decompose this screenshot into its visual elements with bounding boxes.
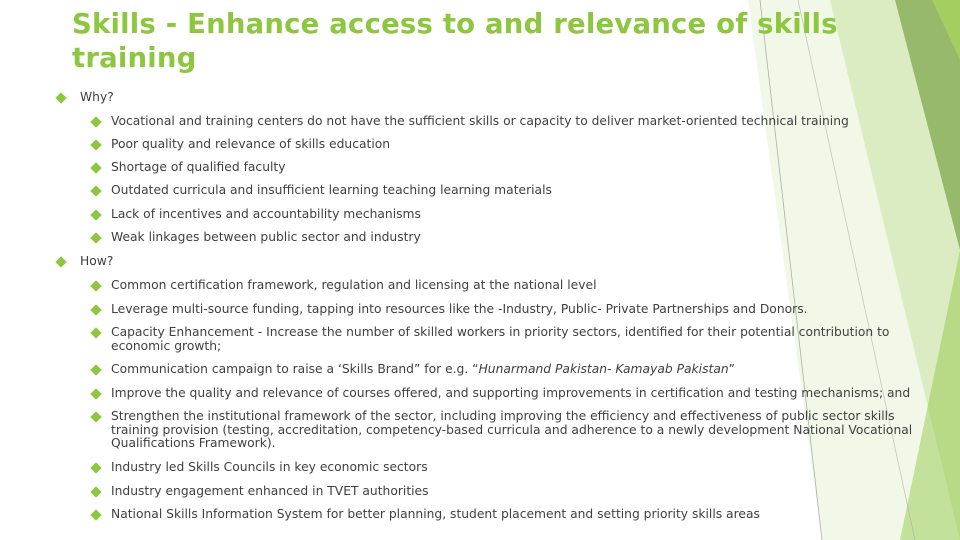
why-heading: Why? (80, 90, 114, 104)
how-item: Capacity Enhancement - Increase the number of skilled workers in priority sectors, identified for their potential contribution to economic growth; (111, 325, 890, 353)
campaign-text-end: ” (728, 362, 736, 376)
campaign-text: Communication campaign to raise a ‘Skills Brand” for e.g. “ (111, 362, 479, 376)
why-item: Outdated curricula and insufficient learning teaching learning materials (111, 183, 552, 197)
how-item: National Skills Information System for better planning, student placement and setting priority skills areas (111, 507, 760, 521)
how-item: Improve the quality and relevance of courses offered, and supporting improvements in certification and testing mechanisms; and (111, 386, 911, 400)
why-item: Vocational and training centers do not have the sufficient skills or capacity to deliver market-oriented technical training (111, 114, 849, 128)
slide-title: Skills - Enhance access to and relevance of skills training (72, 8, 838, 74)
how-item: Industry led Skills Councils in key economic sectors (111, 460, 428, 474)
why-item: Lack of incentives and accountability mechanisms (111, 207, 421, 221)
campaign-slogan: Hunarmand Pakistan- Kamayab Pakistan (478, 362, 729, 376)
how-item-campaign (111, 363, 923, 377)
why-item: Weak linkages between public sector and industry (111, 230, 421, 244)
why-item: Poor quality and relevance of skills education (111, 137, 391, 151)
how-item: Leverage multi-source funding, tapping into resources like the -Industry, Public- Private Partnerships and Donors. (111, 302, 808, 316)
how-item: Strengthen the institutional framework of the sector, including improving the efficiency and effectiveness of public sector skills training provision (testing, accreditation, competency-based curricula and adherence to a newly development National Vocational Qualifications Framework). (111, 409, 913, 450)
how-item: Common certification framework, regulation and licensing at the national level (111, 278, 597, 292)
why-item: Shortage of qualified faculty (111, 160, 286, 174)
how-item: Industry engagement enhanced in TVET authorities (111, 484, 429, 498)
how-heading: How? (80, 254, 114, 268)
